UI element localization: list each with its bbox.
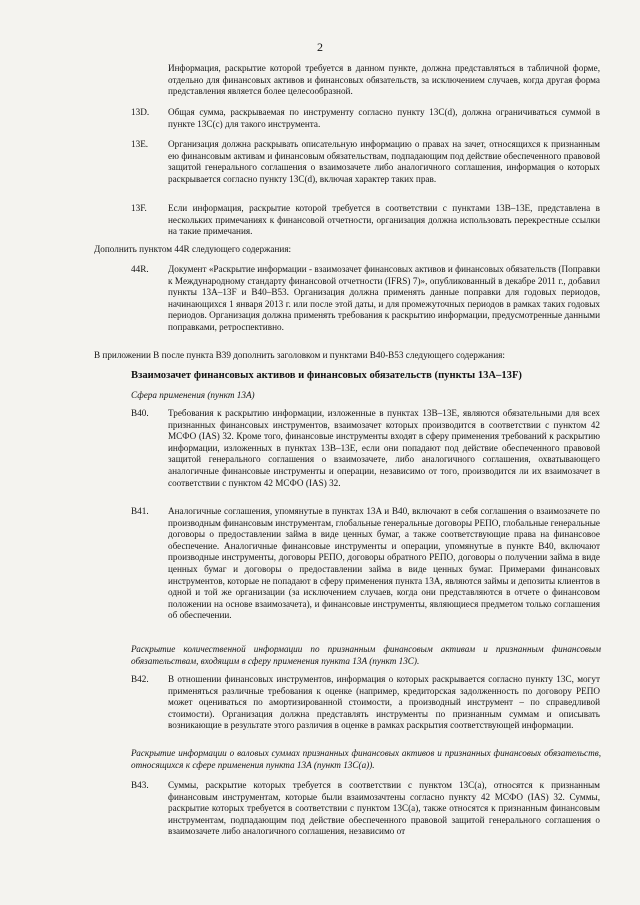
paragraph-number-b42: B42.: [131, 674, 149, 684]
paragraph-number-13f: 13F.: [131, 203, 147, 213]
paragraph-b42: В отношении финансовых инструментов, информация о которых раскрывается согласно пункту 13C, могут применяться различные требования к оценке (например, кредиторская задолженность по договору РЕПО может оцениваться по амортизированной стоимости, а производный инструмент – по справедливой стоимости). Организация должна представлять инструменты по признанным суммам и описывать возникающие в результате этого различия в оценке в рамках раскрытия соответствующей информации.: [168, 674, 600, 731]
paragraph-13d: Общая сумма, раскрываемая по инструменту согласно пункту 13C(d), должна ограничиваться суммой в пункте 13C(c) для такого инструмента.: [168, 107, 600, 129]
paragraph-number-b41: B41.: [131, 506, 149, 516]
paragraph-13e: Организация должна раскрывать описательную информацию о правах на зачет, относящихся к признанным ею финансовым активам и финансовым обязательствам, подпадающим под действие обеспеченного правовой защитой генерального соглашения о взаимозачете либо аналогичного соглашения, информация о которых раскрывается согласно пункту 13C(d), включая характер таких прав.: [168, 139, 600, 184]
paragraph-number-13e: 13E.: [131, 139, 149, 149]
intro-paragraph: Информация, раскрытие которой требуется в данном пункте, должна представляться в табличной форме, отдельно для финансовых активов и финансовых обязательств, за исключением случаев, когда другая форма представления является более целесообразной.: [168, 63, 600, 97]
paragraph-number-13d: 13D.: [131, 107, 150, 117]
gross-amounts-subheading: Раскрытие информации о валовых суммах признанных финансовых активов и признанных финансовых обязательств, относящихся к сфере применения пункта 13A (пункт 13C(a)).: [131, 748, 601, 770]
paragraph-13f: Если информация, раскрытие которой требуется в соответствии с пунктами 13B–13E, представлена в нескольких примечаниях к финансовой отчетности, организация должна использовать перекрестные ссылки на такие примечания.: [168, 203, 600, 237]
paragraph-b40: Требования к раскрытию информации, изложенные в пунктах 13B–13E, являются обязательными для всех признанных финансовых инструментов, взаимозачет которых производится в соответствии с пунктом 42 МСФО (IAS) 32. Кроме того, финансовые инструменты входят в сферу применения требований к раскрытию информации, изложенных в пунктах 13B–13E, если они попадают под действие обеспеченного правовой защитой генерального соглашения о взаимозачете, либо аналогичного соглашения, охватывающего аналогичные финансовые инструменты и операции, независимо от того, производится ли их взаимозачет в соответствии с пунктом 42 МСФО (IAS) 32.: [168, 408, 600, 488]
paragraph-number-b40: B40.: [131, 408, 149, 418]
paragraph-b41: Аналогичные соглашения, упомянутые в пунктах 13A и B40, включают в себя соглашения о взаимозачете по производным финансовым инструментам, глобальные генеральные договоры РЕПО, глобальные генеральные договоры о предоставлении займа в виде ценных бумаг, а также соответствующие права на финансовое обеспечение. Аналогичные финансовые инструменты и операции, упомянутые в пункте B40, включают производные инструменты, договоры РЕПО, договоры обратного РЕПО, договоры о получении займа в виде ценных бумаг и договоры о предоставлении займа в виде ценных бумаг. Примерами финансовых инструментов, которые не попадают в сферу применения пункта 13A, являются займы и депозиты клиентов в одной и той же организации (за исключением случаев, когда они представляются в отчете о финансовом положении на основе взаимозачета), и финансовые инструменты, являющиеся предметом только соглашения об обеспечении.: [168, 506, 600, 621]
add-44r-instruction: Дополнить пунктом 44R следующего содержания:: [94, 244, 292, 254]
paragraph-44r: Документ «Раскрытие информации - взаимозачет финансовых активов и финансовых обязательств (Поправки к Международному стандарту финансовой отчетности (IFRS) 7)», опубликованный в декабре 2011 г., добавил пункты 13A–13F и B40–B53. Организация должна применять данные поправки для годовых периодов, начинающихся 1 января 2013 г. или после этой даты, и для промежуточных периодов в рамках таких годовых периодов. Организация должна применять требования к раскрытию информации, предусмотренные данными поправками, ретроспективно.: [168, 264, 600, 332]
quantitative-subheading: Раскрытие количественной информации по признанным финансовым активам и признанным финансовым обязательствам, входящим в сферу применения пункта 13A (пункт 13C).: [131, 644, 601, 666]
page-number: 2: [317, 40, 323, 54]
appendix-instruction: В приложении В после пункта B39 дополнить заголовком и пунктами B40-B53 следующего содержания:: [94, 350, 505, 360]
scope-subheading: Сфера применения (пункт 13A): [131, 390, 255, 400]
section-heading: Взаимозачет финансовых активов и финансовых обязательств (пункты 13A–13F): [131, 370, 522, 381]
paragraph-b43: Суммы, раскрытие которых требуется в соответствии с пунктом 13C(a), относятся к признанным финансовым инструментам, которые были взаимозачтены согласно пункту 42 МСФО (IAS) 32. Суммы, раскрытие которых требуется в соответствии с пунктом 13C(a), также относятся к признанным финансовым инструментам, подпадающим под действие обеспеченного правовой защитой генерального соглашения о взаимозачете либо аналогичного соглашения, независимо от: [168, 780, 600, 837]
paragraph-number-b43: B43.: [131, 780, 149, 790]
paragraph-number-44r: 44R.: [131, 264, 149, 274]
